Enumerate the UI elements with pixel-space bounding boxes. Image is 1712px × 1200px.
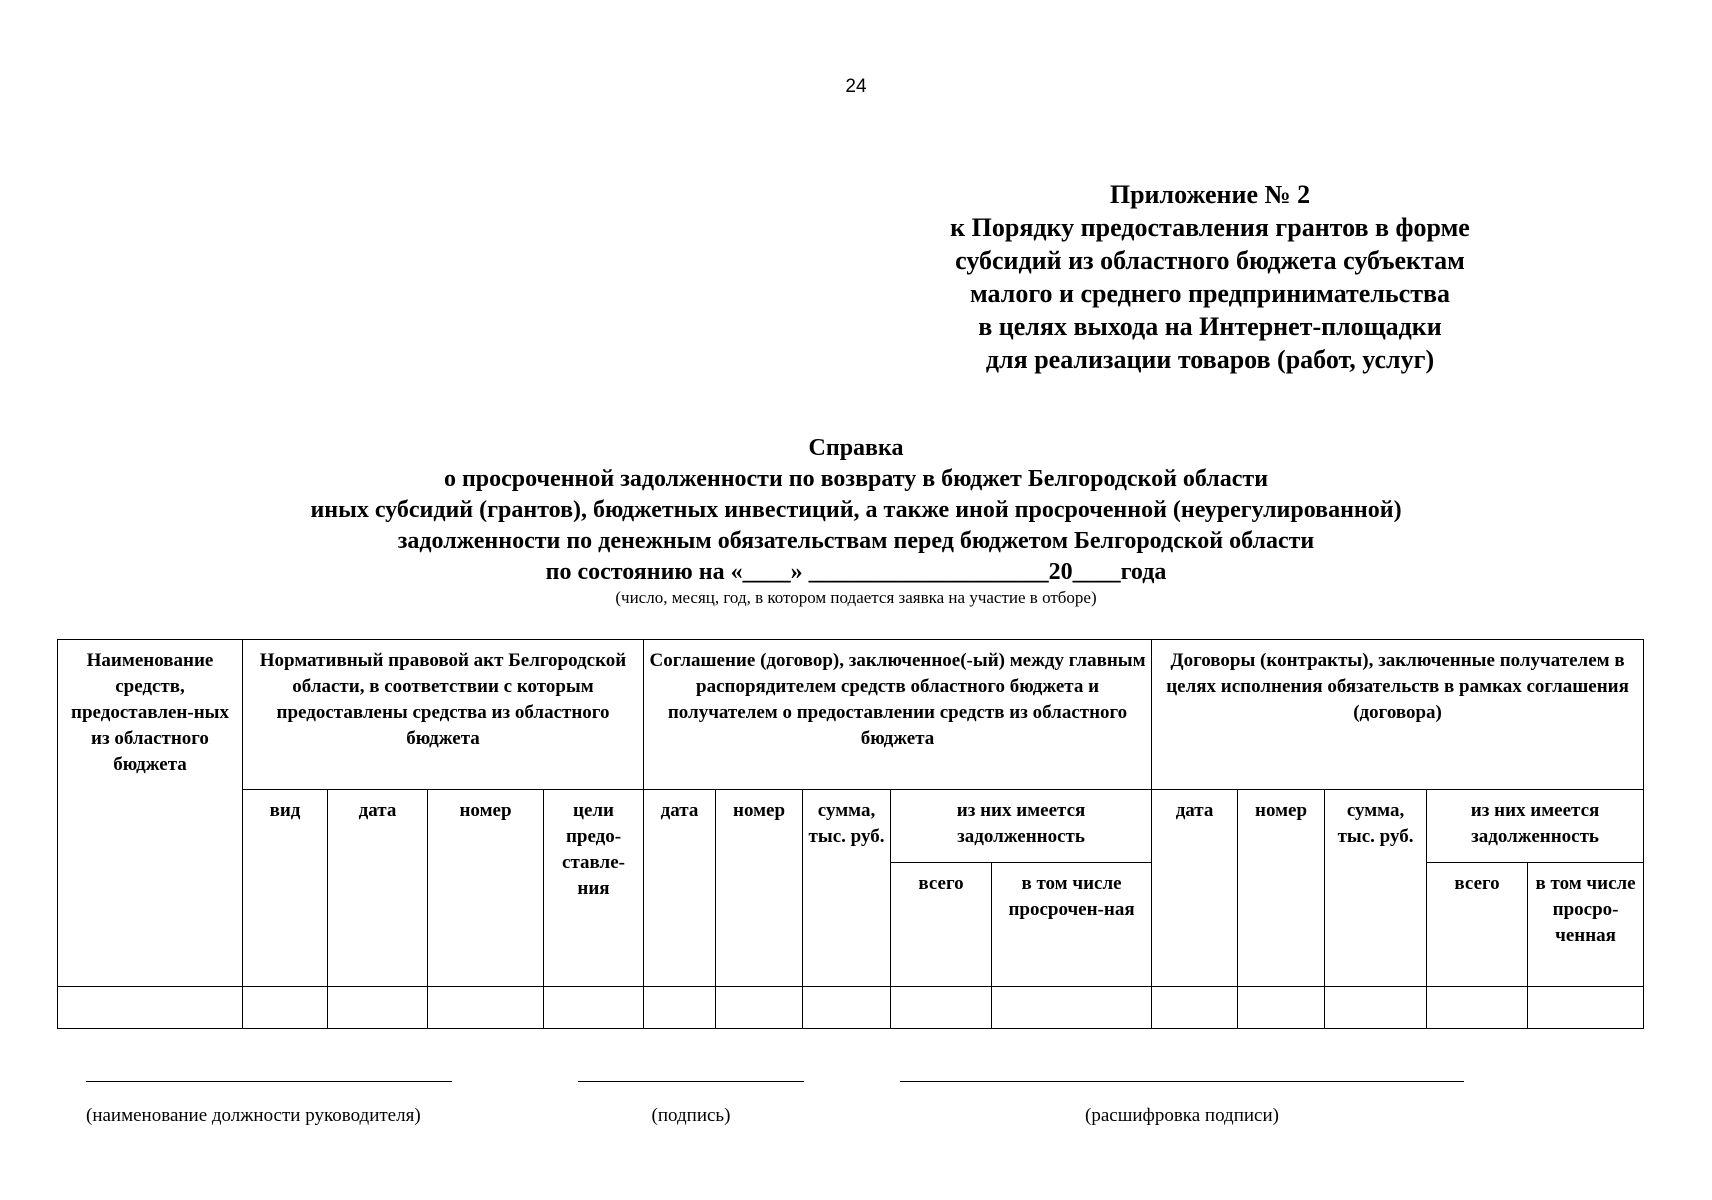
appendix-line: к Порядку предоставления грантов в форме — [950, 213, 1470, 242]
reference-line: иных субсидий (грантов), бюджетных инвестиций, а также иной просроченной (неурегулированной) — [310, 497, 1402, 523]
reference-date-note: (число, месяц, год, в котором подается заявка на участие в отборе) — [615, 588, 1097, 607]
header-agreement-number: номер — [716, 790, 803, 987]
signature-line-decryption — [900, 1081, 1464, 1082]
appendix-line: в целях выхода на Интернет-площадки — [978, 312, 1442, 341]
table-cell — [544, 987, 644, 1029]
header-contract-number: номер — [1238, 790, 1325, 987]
appendix-line: субсидий из областного бюджета субъектам — [955, 246, 1465, 275]
header-contract-debt-total: всего — [1427, 863, 1528, 987]
reference-line: о просроченной задолженности по возврату в бюджет Белгородской области — [443, 466, 1269, 492]
table-cell — [243, 987, 328, 1029]
signature-line-signature — [578, 1081, 804, 1082]
table-row — [58, 987, 1644, 1029]
table-cell — [328, 987, 428, 1029]
table-cell — [1427, 987, 1528, 1029]
header-act-purpose: цели предо-ставле-ния — [544, 790, 644, 987]
appendix-title: Приложение № 2 — [1109, 180, 1311, 209]
table-cell — [1152, 987, 1238, 1029]
header-act-number: номер — [428, 790, 544, 987]
reference-heading — [0, 433, 1712, 588]
header-contracts: Договоры (контракты), заключенные получателем в целях исполнения обязательств в рамках соглашения (договора) — [1152, 640, 1644, 790]
signature-label-position: (наименование должности руководителя) — [86, 1105, 421, 1126]
header-legal-act: Нормативный правовой акт Белгородской области, в соответствии с которым предоставлены средства из областного бюджета — [243, 640, 644, 790]
appendix-header — [930, 178, 1490, 376]
header-agreement-date: дата — [644, 790, 716, 987]
table-cell — [803, 987, 891, 1029]
signature-line-position — [86, 1081, 452, 1082]
table-cell — [992, 987, 1152, 1029]
header-contract-sum: сумма, тыс. руб. — [1325, 790, 1427, 987]
reference-line: задолженности по денежным обязательствам перед бюджетом Белгородской области — [397, 528, 1315, 554]
appendix-line: малого и среднего предпринимательства — [969, 279, 1451, 308]
table-cell — [1238, 987, 1325, 1029]
table-cell — [716, 987, 803, 1029]
debt-table — [57, 639, 1644, 1029]
signature-label-decryption: (расшифровка подписи) — [1085, 1105, 1279, 1126]
header-agreement-sum: сумма, тыс. руб. — [803, 790, 891, 987]
header-agreement: Соглашение (договор), заключенное(-ый) между главным распорядителем средств областного бюджета и получателем о предоставлении средств из областного бюджета — [644, 640, 1152, 790]
table-cell — [644, 987, 716, 1029]
header-agreement-debt-total: всего — [891, 863, 992, 987]
header-act-date: дата — [328, 790, 428, 987]
signature-label-signature: (подпись) — [651, 1105, 731, 1126]
table-cell — [891, 987, 992, 1029]
appendix-line: для реализации товаров (работ, услуг) — [985, 345, 1435, 374]
header-agreement-debt: из них имеется задолженность — [891, 790, 1152, 863]
header-contract-debt-overdue: в том числе просро-ченная — [1528, 863, 1644, 987]
header-contract-date: дата — [1152, 790, 1238, 987]
reference-date-line: по состоянию на «____» ____________________20____года — [545, 559, 1167, 585]
header-agreement-debt-overdue: в том числе просрочен-ная — [992, 863, 1152, 987]
header-contract-debt: из них имеется задолженность — [1427, 790, 1644, 863]
header-act-type: вид — [243, 790, 328, 987]
table-cell — [1528, 987, 1644, 1029]
header-funds-name: Наименование средств, предоставлен-ных из областного бюджета — [58, 640, 243, 987]
table-cell — [1325, 987, 1427, 1029]
page-number: 24 — [845, 76, 867, 97]
table-cell — [58, 987, 243, 1029]
table-cell — [428, 987, 544, 1029]
reference-title: Справка — [808, 435, 904, 461]
